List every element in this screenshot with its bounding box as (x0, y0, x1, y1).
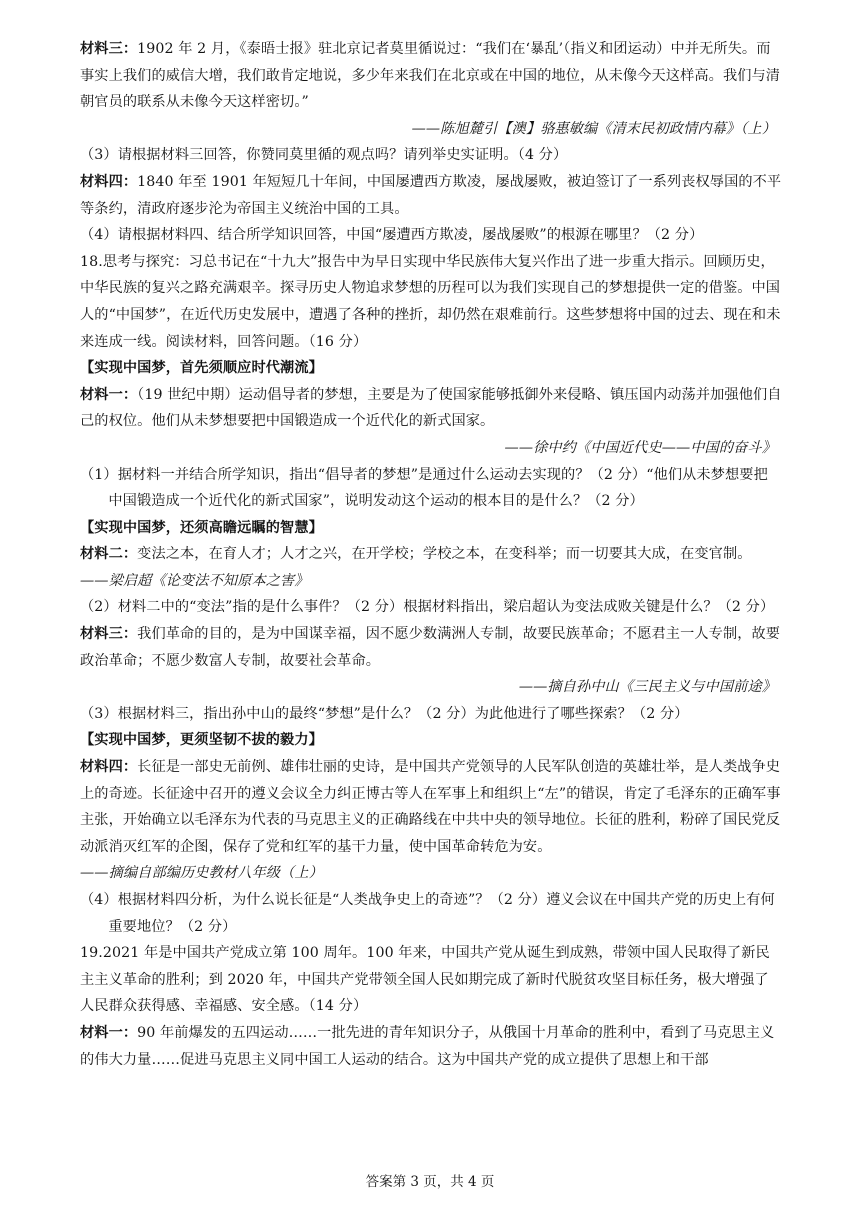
material-paragraph (80, 382, 782, 435)
material-label: 材料一： (80, 386, 138, 403)
material-label: 材料四： (80, 173, 138, 190)
material-label: 材料四： (80, 759, 138, 776)
material-paragraph (80, 621, 782, 674)
section-heading: 【实现中国梦，首先须顺应时代潮流】 (80, 360, 323, 377)
question-item: （3）根据材料三，指出孙中山的最终“梦想”是什么？（2 分）为此他进行了哪些探索？（2 分） (80, 705, 689, 722)
material-text: 1840 年至 1901 年短短几十年间，中国屡遭西方欺凌，屡战屡败，被迫签订了一系列丧权辱国的不平等条约，清政府逐步沦为帝国主义统治中国的工具。 (80, 173, 782, 217)
material-text: 长征是一部史无前例、雄伟壮丽的史诗，是中国共产党领导的人民军队创造的英雄壮举，是人类战争史上的奇迹。长征途中召开的遵义会议全力纠正博古等人在军事上和组织上“左”的错误，肯定了毛泽东的正确军事主张，开始确立以毛泽东为代表的马克思主义的正确路线在中共中央的领导地位。长征的胜利，粉碎了国民党反动派消灭红军的企图，保存了党和红军的基干力量，使中国革命转危为安。 (80, 759, 781, 855)
material-paragraph (80, 36, 782, 116)
section-heading: 【实现中国梦，更须坚韧不拔的毅力】 (80, 732, 323, 749)
material-label: 材料二： (80, 546, 138, 563)
page-content (80, 36, 782, 1073)
page-footer: 答案第 3 页，共 4 页 (365, 1174, 495, 1190)
material-label: 材料三： (80, 626, 138, 643)
section-heading: 【实现中国梦，还须高瞻远瞩的智慧】 (80, 519, 323, 536)
material-text: 1902 年 2 月，《泰晤士报》驻北京记者莫里循说过：“我们在‘暴乱’（指义和团运动）中并无所失。而事实上我们的威信大增，我们敢肯定地说，多少年来我们在北京或在中国的地位，从未像今天这样高。我们与清朝官员的联系从未像今天这样密切。” (80, 41, 781, 111)
question-item: （4）根据材料四分析，为什么说长征是“人类战争史上的奇迹”？（2 分）遵义会议在中国共产党的历史上有何重要地位？（2 分） (80, 892, 775, 935)
question-item: （1）据材料一并结合所学知识，指出“倡导者的梦想”是通过什么运动去实现的？（2 分）“他们从未梦想要把中国锻造成一个近代化的新式国家”，说明发动这个运动的根本目的是什么？（2 分） (80, 466, 768, 510)
material-paragraph (80, 1020, 782, 1073)
material-source: ——徐中约《中国近代史——中国的奋斗》 (504, 439, 776, 456)
material-text: （19 世纪中期）运动倡导者的梦想，主要是为了使国家能够抵御外来侵略、镇压国内动荡并加强他们自己的权位。他们从未梦想要把中国锻造成一个近代化的新式国家。 (80, 386, 782, 430)
material-source: ——陈旭麓引【澳】骆惠敏编《清末民初政情内幕》（上） (411, 120, 776, 137)
material-source: ——梁启超《论变法不知原本之害》 (80, 572, 309, 589)
material-paragraph (80, 754, 782, 860)
material-paragraph (80, 169, 782, 222)
material-source: ——摘编自部编历史教材八年级（上） (80, 865, 323, 882)
material-text: 我们革命的目的，是为中国谋幸福，因不愿少数满洲人专制，故要民族革命；不愿君主一人专制，故要政治革命；不愿少数富人专制，故要社会革命。 (80, 626, 781, 669)
question-stem: 18.思考与探究：习总书记在“十九大”报告中为早日实现中华民族伟大复兴作出了进一步重大指示。回顾历史，中华民族的复兴之路充满艰辛。探寻历史人物追求梦想的历程可以为我们实现自己的梦想提供一定的借鉴。中国人的“中国梦”，在近代历史发展中，遭遇了各种的挫折，却仍然在艰难前行。这些梦想将中国的过去、现在和未来连成一线。阅读材料，回答问题。（16 分） (80, 253, 781, 350)
material-source: ——摘自孙中山《三民主义与中国前途》 (518, 679, 776, 696)
material-label: 材料三： (80, 41, 138, 57)
material-text: 变法之本，在育人才；人才之兴，在开学校；学校之本，在变科举；而一切要其大成，在变官制。 (137, 546, 752, 563)
question-item: （3）请根据材料三回答，你赞同莫里循的观点吗？请列举史实证明。（4 分） (80, 147, 568, 164)
question-stem: 19.2021 年是中国共产党成立第 100 周年。100 年来，中国共产党从诞生到成熟，带领中国人民取得了新民主主义革命的胜利；到 2020 年，中国共产党带领全国人民如期完成了新时代脱贫攻坚目标任务，极大增强了人民群众获得感、幸福感、安全感。（14 分） (80, 945, 770, 1015)
question-item: （2）材料二中的“变法”指的是什么事件？（2 分）根据材料指出，梁启超认为变法成败关键是什么？（2 分） (80, 599, 775, 616)
question-item: （4）请根据材料四、结合所学知识回答，中国“屡遭西方欺凌，屡战屡败”的根源在哪里？（2 分） (80, 227, 704, 244)
material-paragraph (80, 541, 782, 568)
material-label: 材料一： (80, 1024, 138, 1041)
material-text: 90 年前爆发的五四运动……一批先进的青年知识分子，从俄国十月革命的胜利中，看到了马克思主义的伟大力量……促进马克思主义同中国工人运动的结合。这为中国共产党的成立提供了思想上和干部 (80, 1024, 775, 1068)
